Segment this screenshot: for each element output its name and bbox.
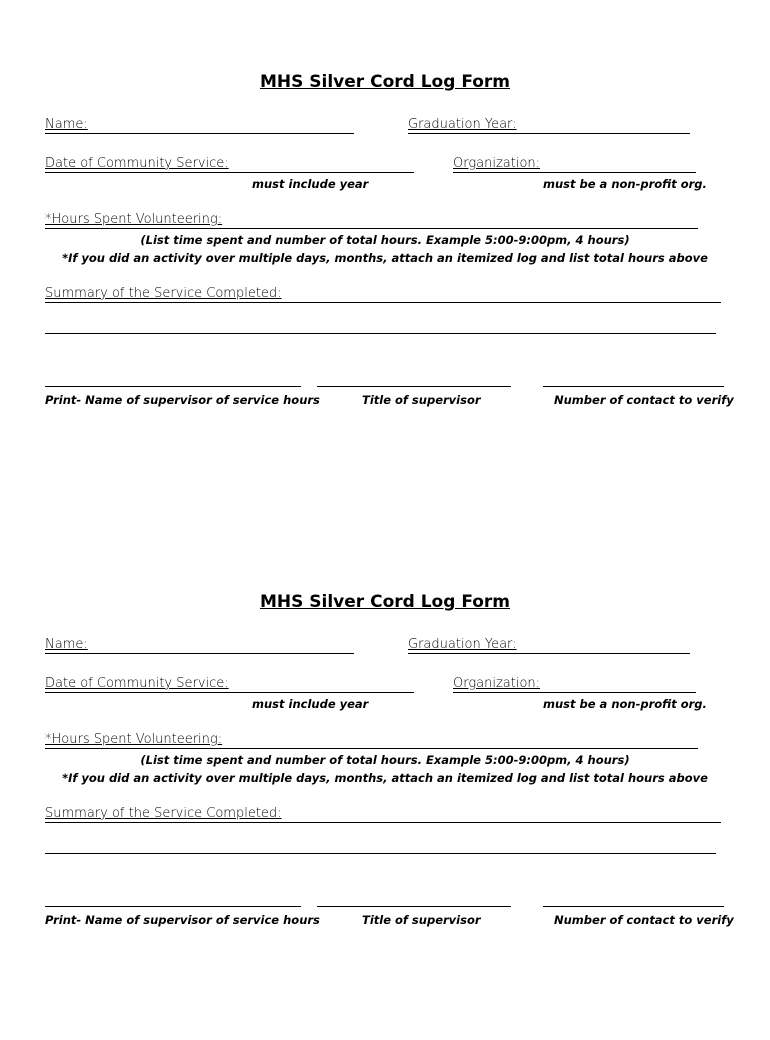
date-of-service-label: Date of Community Service: [45,156,229,171]
graduation-year-field[interactable] [408,117,690,134]
organization-label: Organization: [453,676,541,691]
summary-label: Summary of the Service Completed: [45,286,282,301]
graduation-year-field[interactable] [408,637,690,654]
multi-day-note: *If you did an activity over multiple days, months, attach an itemized log and list total hours above [62,771,708,785]
multi-day-note: *If you did an activity over multiple days, months, attach an itemized log and list total hours above [62,251,708,265]
organization-note: must be a non-profit org. [543,177,707,191]
hours-input-line[interactable] [222,732,698,749]
log-form-2 [0,520,770,1040]
supervisor-name-caption: Print- Name of supervisor of service hours [45,913,320,927]
summary-input-line[interactable] [282,286,721,303]
supervisor-title-caption: Title of supervisor [362,913,481,927]
form-title: MHS Silver Cord Log Form [259,592,511,612]
hours-field[interactable] [45,732,698,749]
name-input-line[interactable] [88,637,354,654]
supervisor-name-line[interactable] [45,386,301,387]
name-input-line[interactable] [88,117,354,134]
date-of-service-field[interactable] [45,676,414,693]
supervisor-title-line[interactable] [317,386,511,387]
graduation-year-label: Graduation Year: [408,117,517,132]
graduation-year-input-line[interactable] [517,637,690,654]
organization-label: Organization: [453,156,541,171]
graduation-year-label: Graduation Year: [408,637,517,652]
summary-field[interactable] [45,806,721,823]
name-field[interactable] [45,117,354,134]
name-field[interactable] [45,637,354,654]
organization-input-line[interactable] [540,676,696,693]
supervisor-name-caption: Print- Name of supervisor of service hours [45,393,320,407]
date-of-service-field[interactable] [45,156,414,173]
supervisor-name-line[interactable] [45,906,301,907]
name-label: Name: [45,117,88,132]
hours-label: *Hours Spent Volunteering: [45,212,223,227]
hours-note: (List time spent and number of total hours. Example 5:00-9:00pm, 4 hours) [140,753,630,767]
organization-note: must be a non-profit org. [543,697,707,711]
contact-number-line[interactable] [543,906,724,907]
hours-note: (List time spent and number of total hours. Example 5:00-9:00pm, 4 hours) [140,233,630,247]
graduation-year-input-line[interactable] [517,117,690,134]
summary-field[interactable] [45,286,721,303]
hours-label: *Hours Spent Volunteering: [45,732,223,747]
summary-input-line-2[interactable] [45,333,716,334]
organization-input-line[interactable] [540,156,696,173]
date-of-service-label: Date of Community Service: [45,676,229,691]
organization-field[interactable] [453,156,696,173]
date-note: must include year [252,697,369,711]
contact-caption: Number of contact to verify [554,913,734,927]
hours-field[interactable] [45,212,698,229]
summary-input-line[interactable] [282,806,721,823]
form-title: MHS Silver Cord Log Form [259,72,511,92]
date-of-service-input-line[interactable] [229,676,414,693]
supervisor-title-caption: Title of supervisor [362,393,481,407]
date-of-service-input-line[interactable] [229,156,414,173]
summary-input-line-2[interactable] [45,853,716,854]
summary-label: Summary of the Service Completed: [45,806,282,821]
organization-field[interactable] [453,676,696,693]
contact-caption: Number of contact to verify [554,393,734,407]
contact-number-line[interactable] [543,386,724,387]
supervisor-title-line[interactable] [317,906,511,907]
hours-input-line[interactable] [222,212,698,229]
name-label: Name: [45,637,88,652]
date-note: must include year [252,177,369,191]
